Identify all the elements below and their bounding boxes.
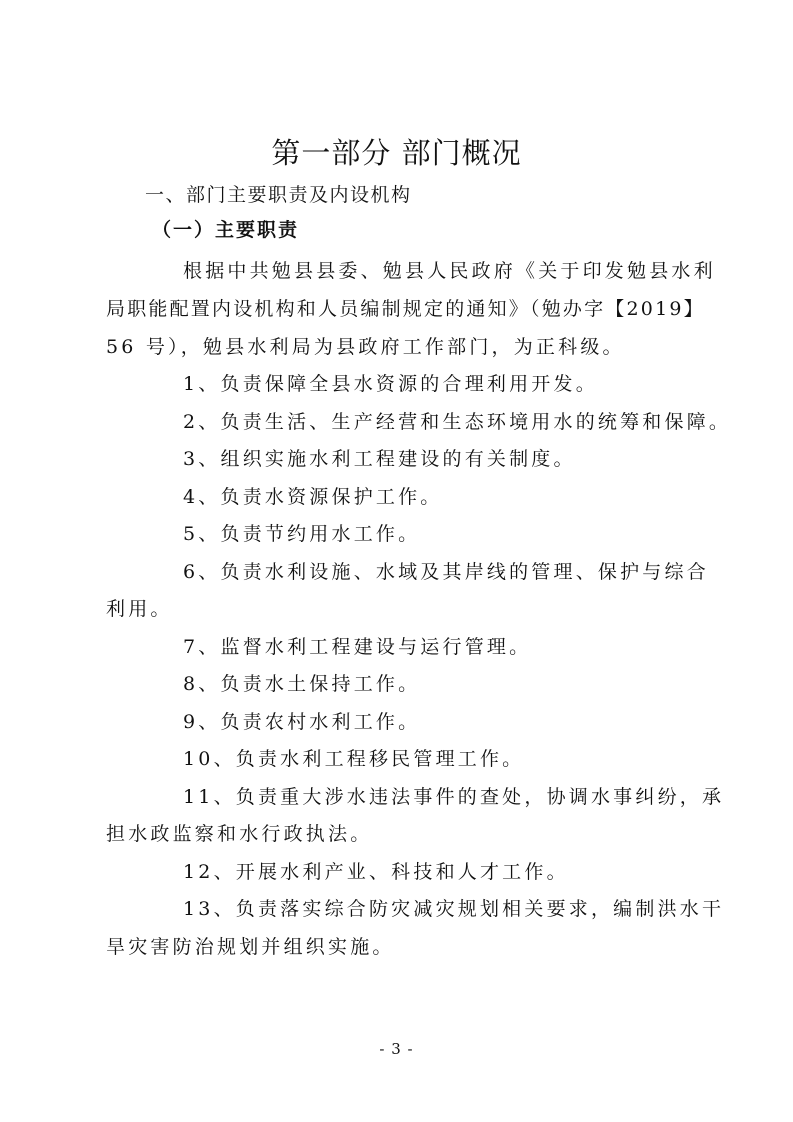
duty-item-6: 6、负责水利设施、水域及其岸线的管理、保护与综合 — [183, 561, 709, 583]
duty-item-4: 4、负责水资源保护工作。 — [183, 486, 443, 508]
page-title: 第一部分 部门概况 — [271, 136, 522, 170]
duty-item-11: 11、负责重大涉水违法事件的查处，协调水事纠纷，承 — [183, 786, 725, 808]
duty-item-2: 2、负责生活、生产经营和生态环境用水的统筹和保障。 — [183, 411, 732, 433]
duty-item-11-cont: 担水政监察和水行政执法。 — [106, 823, 373, 845]
page-number: - 3 - — [379, 1040, 414, 1058]
duty-item-12: 12、开展水利产业、科技和人才工作。 — [183, 861, 569, 883]
duty-item-8: 8、负责水土保持工作。 — [183, 673, 421, 695]
duty-item-10: 10、负责水利工程移民管理工作。 — [183, 748, 525, 770]
duty-item-3: 3、组织实施水利工程建设的有关制度。 — [183, 448, 576, 470]
subsection-heading: （一）主要职责 — [152, 219, 300, 241]
intro-line-2: 局职能配置内设机构和人员编制规定的通知》（勉办字【2019】 — [106, 298, 705, 320]
section-heading: 一、部门主要职责及内设机构 — [145, 184, 412, 206]
duty-item-1: 1、负责保障全县水资源的合理利用开发。 — [183, 373, 598, 395]
duty-item-13-cont: 旱灾害防治规划并组织实施。 — [106, 936, 395, 958]
duty-item-7: 7、监督水利工程建设与运行管理。 — [183, 636, 532, 658]
duty-item-6-cont: 利用。 — [106, 598, 173, 620]
intro-line-1: 根据中共勉县县委、勉县人民政府《关于印发勉县水利 — [183, 260, 716, 282]
duty-item-5: 5、负责节约用水工作。 — [183, 523, 421, 545]
duty-item-13: 13、负责落实综合防灾减灾规划相关要求，编制洪水干 — [183, 898, 725, 920]
duty-item-9: 9、负责农村水利工作。 — [183, 711, 421, 733]
intro-line-3: 56 号），勉县水利局为县政府工作部门，为正科级。 — [106, 336, 625, 358]
